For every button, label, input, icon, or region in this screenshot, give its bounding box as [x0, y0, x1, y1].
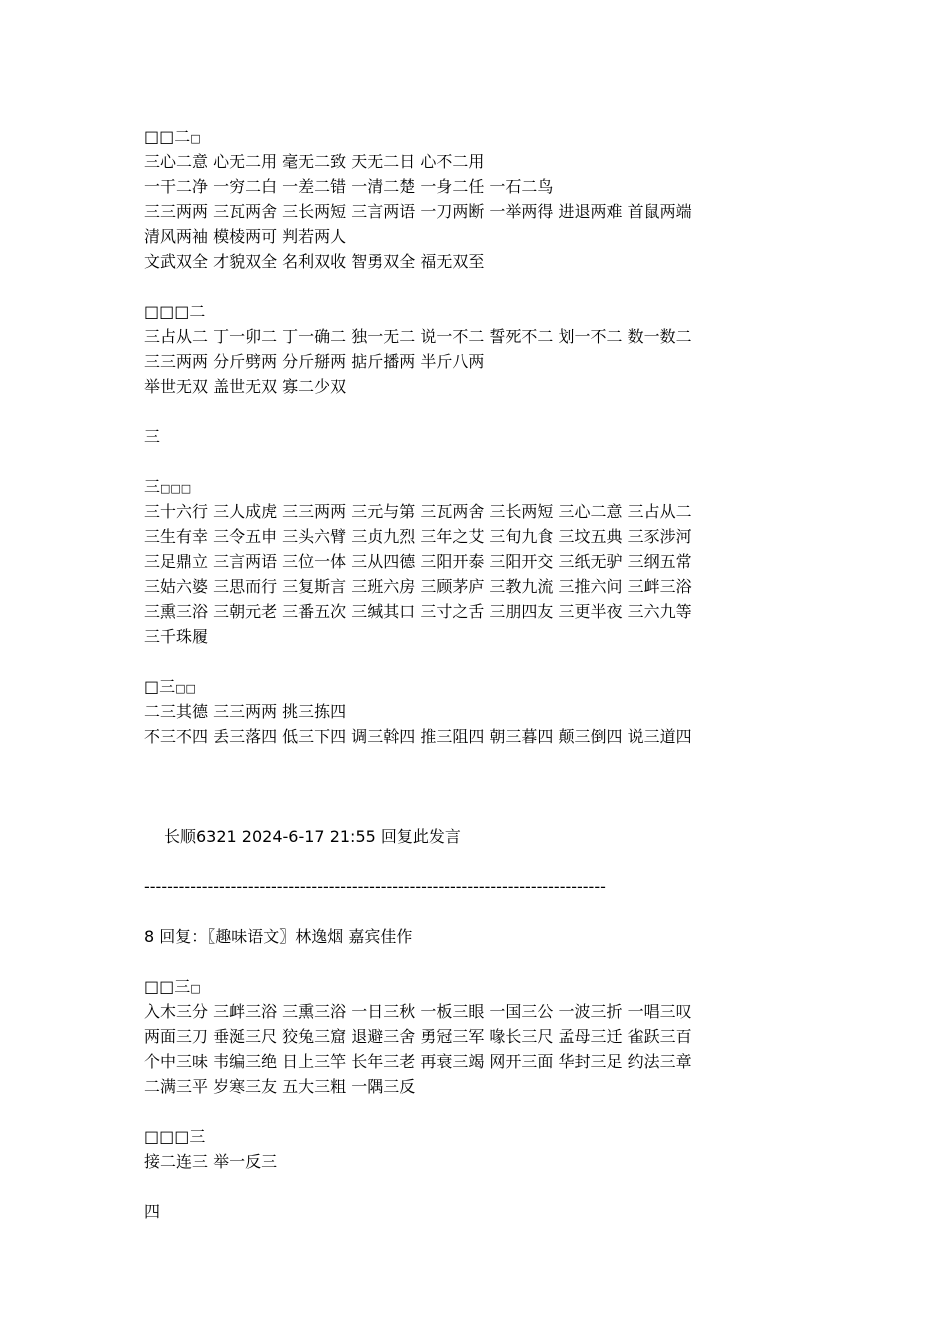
separator-line: --------------------------------------------------------------------------------	[144, 877, 606, 896]
idiom-line: 一干二净 一穷二白 一差二错 一清二楚 一身二任 一石二鸟	[144, 177, 554, 196]
idiom-line: 二满三平 岁寒三友 五大三粗 一隅三反	[144, 1077, 416, 1096]
spacer	[144, 849, 844, 874]
idiom-line: 三生有幸 三令五申 三头六臂 三贞九烈 三年之艾 三旬九食 三坟五典 三豕涉河	[144, 527, 692, 546]
document-body	[144, 124, 844, 1224]
spacer	[144, 1099, 844, 1124]
spacer	[144, 649, 844, 674]
spacer	[144, 449, 844, 474]
section-heading: □□三□	[144, 977, 201, 996]
idiom-line: 不三不四 丢三落四 低三下四 调三斡四 推三阻四 朝三暮四 颠三倒四 说三道四	[144, 727, 692, 746]
idiom-line: 三熏三浴 三朝元老 三番五次 三缄其口 三寸之舌 三朋四友 三更半夜 三六九等	[144, 602, 692, 621]
post-signature[interactable]: 长顺6321 2024-6-17 21:55 回复此发言	[164, 827, 461, 846]
spacer	[144, 399, 844, 424]
idiom-line: 清风两袖 模棱两可 判若两人	[144, 227, 347, 246]
idiom-line: 三姑六婆 三思而行 三复斯言 三班六房 三顾茅庐 三教九流 三推六问 三衅三浴	[144, 577, 692, 596]
section-heading: □□□三	[144, 1127, 206, 1146]
section-heading: □□□二	[144, 302, 206, 321]
spacer	[144, 899, 844, 924]
idiom-line: 举世无双 盖世无双 寡二少双	[144, 377, 347, 396]
idiom-line: 文武双全 才貌双全 名利双收 智勇双全 福无双至	[144, 252, 485, 271]
idiom-line: 二三其德 三三两两 挑三拣四	[144, 702, 347, 721]
idiom-line: 两面三刀 垂涎三尺 狡兔三窟 退避三舍 勇冠三军 喙长三尺 孟母三迁 雀跃三百	[144, 1027, 692, 1046]
idiom-line: 个中三味 韦编三绝 日上三竿 长年三老 再衰三竭 网开三面 华封三足 约法三章	[144, 1052, 692, 1071]
spacer	[144, 274, 844, 299]
reply-title: 8 回复：〖趣味语文〗林逸烟 嘉宾佳作	[144, 927, 413, 946]
idiom-line: 三三两两 三瓦两舍 三长两短 三言两语 一刀两断 一举两得 进退两难 首鼠两端	[144, 202, 692, 221]
section-heading: □□二□	[144, 127, 201, 146]
idiom-line: 三心二意 心无二用 毫无二致 天无二日 心不二用	[144, 152, 485, 171]
idiom-line: 入木三分 三衅三浴 三熏三浴 一日三秋 一板三眼 一国三公 一波三折 一唱三叹	[144, 1002, 692, 1021]
idiom-line: 接二连三 举一反三	[144, 1152, 278, 1171]
section-heading: 四	[144, 1202, 161, 1221]
section-heading: 三□□□	[144, 477, 192, 496]
spacer	[144, 1174, 844, 1199]
section-heading: □三□□	[144, 677, 196, 696]
spacer	[144, 799, 844, 824]
section-heading: 三	[144, 427, 161, 446]
spacer	[144, 749, 844, 799]
idiom-line: 三十六行 三人成虎 三三两两 三元与第 三瓦两舍 三长两短 三心二意 三占从二	[144, 502, 692, 521]
idiom-line: 三千珠履	[144, 627, 209, 646]
idiom-line: 三三两两 分斤劈两 分斤掰两 掂斤播两 半斤八两	[144, 352, 485, 371]
idiom-line: 三足鼎立 三言两语 三位一体 三从四德 三阳开泰 三阳开交 三纸无驴 三纲五常	[144, 552, 692, 571]
spacer	[144, 949, 844, 974]
idiom-line: 三占从二 丁一卯二 丁一确二 独一无二 说一不二 誓死不二 划一不二 数一数二	[144, 327, 692, 346]
